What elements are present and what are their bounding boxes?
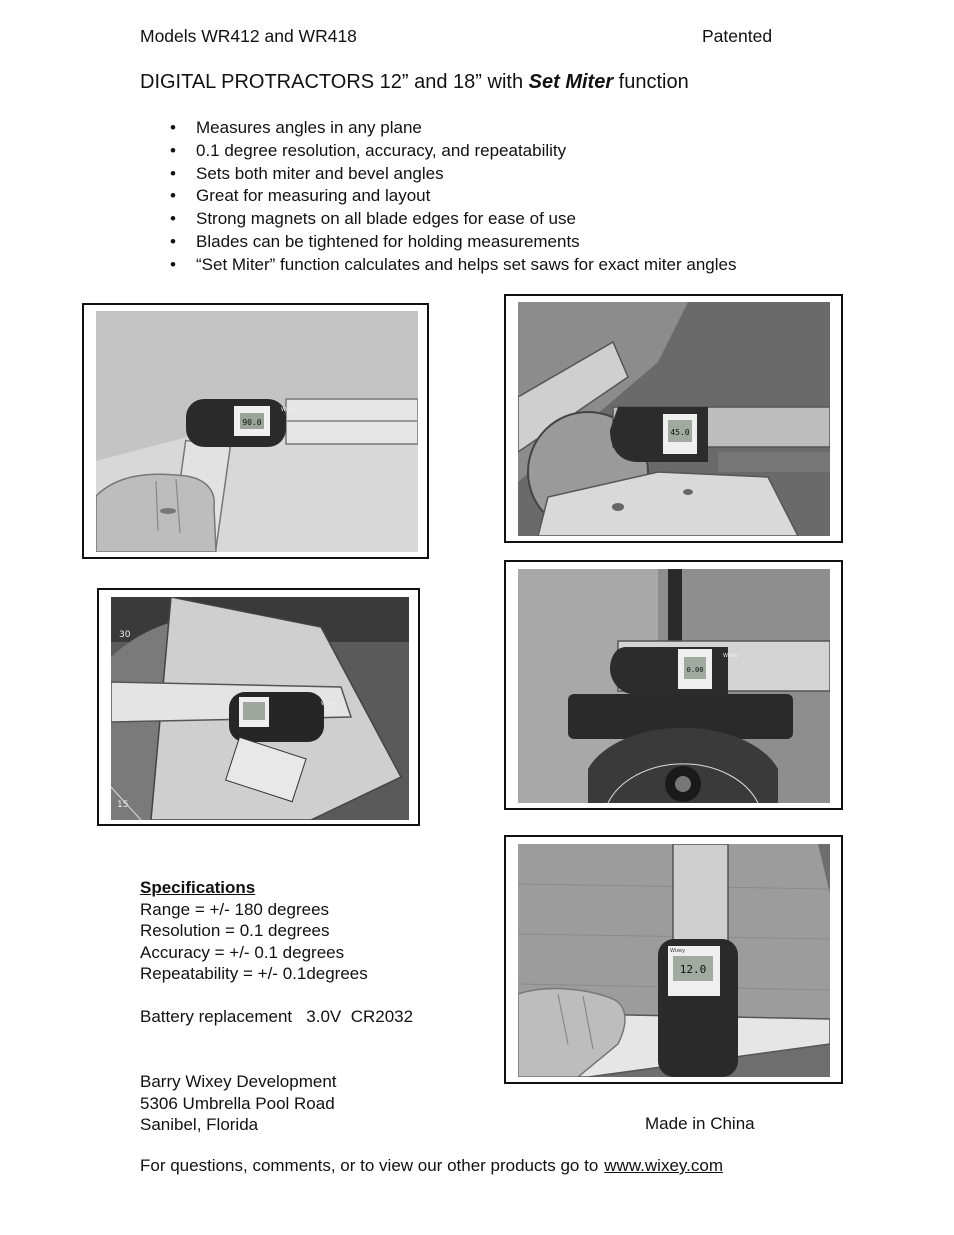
feature-item: • Great for measuring and layout: [170, 185, 736, 208]
feature-item: • Strong magnets on all blade edges for ease of use: [170, 208, 736, 231]
brand-label: Wixey: [281, 407, 297, 413]
footer-text: For questions, comments, or to view our other products go to: [140, 1156, 599, 1175]
photo-table-saw-fence: [518, 569, 830, 803]
spec-line: Accuracy = +/- 0.1 degrees: [140, 942, 345, 962]
specifications-heading: Specifications: [140, 878, 256, 897]
spec-line: Range = +/- 180 degrees: [140, 899, 330, 919]
company-name: Barry Wixey Development: [140, 1072, 337, 1091]
footer: [140, 1156, 723, 1176]
feature-item: • Measures angles in any plane: [170, 117, 736, 140]
brand-label: Wixey: [670, 948, 686, 954]
photo-miter-saw: [111, 597, 409, 820]
page-title: [140, 71, 689, 94]
photo-board-measurement: [518, 844, 830, 1077]
reading-display: 0.00: [686, 666, 704, 674]
scale-tick-label: 30: [119, 630, 131, 640]
company-city: Sanibel, Florida: [140, 1115, 259, 1134]
models-label: Models WR412 and WR418: [140, 26, 357, 46]
reading-display: 45.0: [670, 428, 690, 437]
battery-info: Battery replacement 3.0V CR2032: [140, 1007, 414, 1026]
photo-saw-blade: [518, 302, 830, 536]
reading-display: 12.0: [679, 963, 707, 976]
company-address: [140, 1071, 337, 1136]
spec-line: Resolution = 0.1 degrees: [140, 921, 330, 940]
title-suffix: function: [613, 71, 689, 93]
title-prefix: DIGITAL PROTRACTORS 12” and 18” with: [140, 71, 529, 93]
brand-label: Wixey: [723, 653, 739, 659]
specifications: [140, 877, 368, 985]
feature-item: • Sets both miter and bevel angles: [170, 163, 736, 186]
website-link[interactable]: www.wixey.com: [604, 1156, 723, 1175]
spec-line: Repeatability = +/- 0.1degrees: [140, 964, 368, 983]
brand-label: Wixey: [321, 701, 337, 707]
feature-item: • 0.1 degree resolution, accuracy, and repeatability: [170, 140, 736, 163]
scale-tick-label: 15: [117, 800, 129, 810]
company-street: 5306 Umbrella Pool Road: [140, 1093, 335, 1113]
made-in-label: Made in China: [645, 1114, 755, 1133]
feature-list: [170, 117, 736, 277]
feature-item: • Blades can be tightened for holding measurements: [170, 231, 736, 254]
feature-item: • “Set Miter” function calculates and helps set saws for exact miter angles: [170, 254, 736, 277]
reading-display: 90.0: [242, 418, 262, 427]
patented-label: Patented: [702, 26, 773, 46]
title-emphasis: Set Miter: [528, 71, 614, 93]
photo-corner-measurement: [96, 311, 418, 552]
